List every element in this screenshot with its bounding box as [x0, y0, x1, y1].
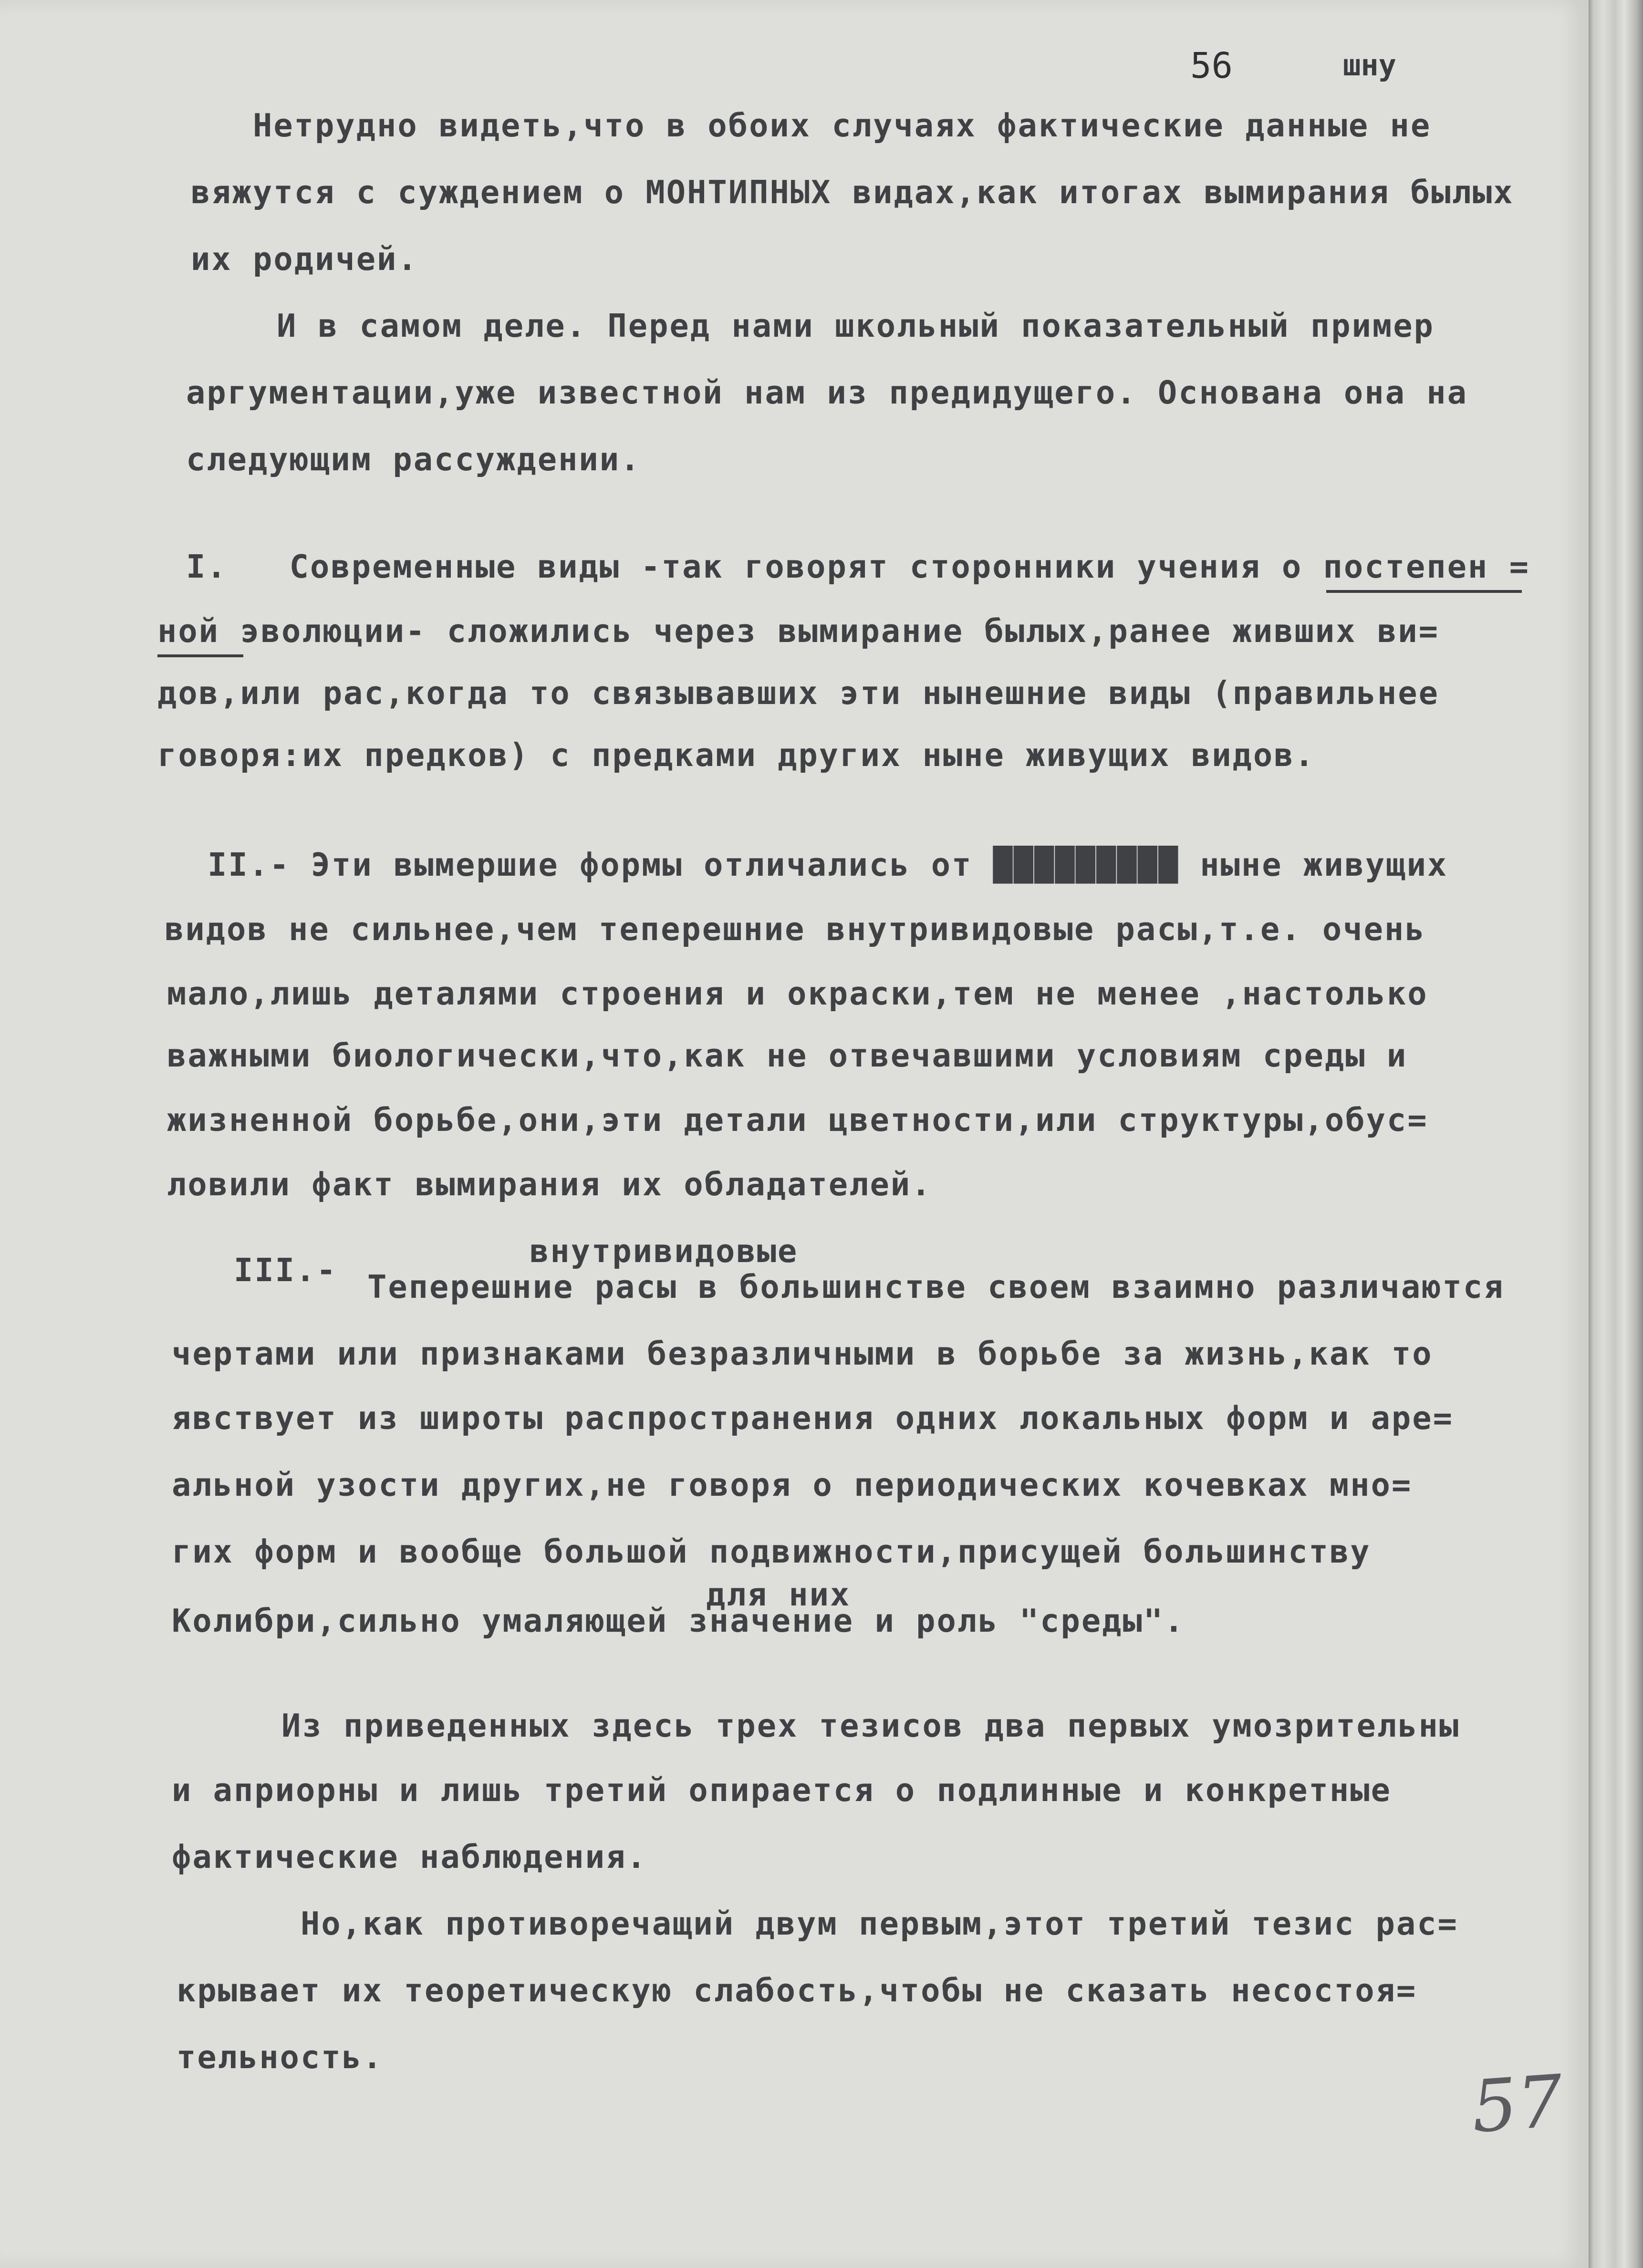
underline-noy: [157, 654, 243, 657]
text-line: крывает их теоретическую слабость,чтобы не сказать несостоя=: [177, 1972, 1417, 2009]
text-line: фактические наблюдения.: [172, 1838, 647, 1875]
text-line: чертами или признаками безразличными в борьбе за жизнь,как то: [172, 1335, 1433, 1372]
text-line: гих форм и вообще большой подвижности,присущей большинству: [172, 1533, 1371, 1570]
text-line: Теперешние расы в большинстве своем взаимно различаются: [367, 1268, 1505, 1305]
page-number: 56: [1190, 45, 1233, 86]
text-line: важными биологически,что,как не отвечавшими условиям среды и: [167, 1037, 1408, 1074]
text-line: следующим рассуждении.: [186, 441, 641, 478]
text-line: их родичей.: [191, 240, 418, 278]
interlinear-insertion: внутривидовые: [530, 1232, 799, 1270]
underline-postepen: [1326, 590, 1522, 593]
text-line: Нетрудно видеть,что в обоих случаях фактические данные не: [253, 107, 1432, 144]
text-line: И в самом деле. Перед нами школьный показательный пример: [277, 307, 1435, 344]
thesis-three-label: III.-: [234, 1252, 337, 1289]
text-line: Колибри,сильно умаляющей значение и роль "среды".: [172, 1602, 1185, 1639]
text-line: тельность.: [177, 2039, 384, 2076]
text-line: мало,лишь деталями строения и окраски,тем не менее ,настолько: [167, 975, 1428, 1012]
thesis-two-line: II.- Эти вымершие формы отличались от █████████ ныне живущих: [208, 846, 1448, 883]
text-line: видов не сильнее,чем теперешние внутривидовые расы,т.е. очень: [165, 911, 1426, 948]
interlinear-insertion: для них: [706, 1576, 851, 1613]
text-line: ловили факт вымирания их обладателей.: [167, 1166, 932, 1203]
text-line: вяжутся с суждением о МОНТИПНЫХ видах,как итогах вымирания былых: [191, 174, 1514, 211]
text-line: аргументации,уже известной нам из предидущего. Основана она на: [186, 374, 1468, 411]
text-line: и априорны и лишь третий опирается о подлинные и конкретные: [172, 1771, 1392, 1809]
text-line: Но,как противоречащий двум первым,этот третий тезис рас=: [301, 1905, 1458, 1942]
page-stack-edge: [1589, 0, 1643, 2268]
text-line: Из приведенных здесь трех тезисов два первых умозрительны: [281, 1707, 1460, 1744]
text-line: жизненной борьбе,они,эти детали цветности,или структуры,обус=: [167, 1101, 1428, 1139]
handwritten-folio-number: 57: [1469, 2060, 1566, 2149]
overtyped-page-mark: шну: [1343, 48, 1396, 83]
text-line: говоря:их предков) с предками других ныне живущих видов.: [157, 736, 1315, 774]
text-line: альной узости других,не говоря о периодических кочевках мно=: [172, 1466, 1413, 1503]
text-line: дов,или рас,когда то связывавших эти нынешние виды (правильнее: [157, 674, 1439, 712]
text-line: явствует из широты распространения одних локальных форм и аре=: [172, 1399, 1454, 1437]
text-line: ной эволюции- сложились через вымирание былых,ранее живших ви=: [157, 612, 1439, 650]
thesis-one-line: I. Современные виды -так говорят сторонники учения о постепен =: [186, 548, 1530, 585]
